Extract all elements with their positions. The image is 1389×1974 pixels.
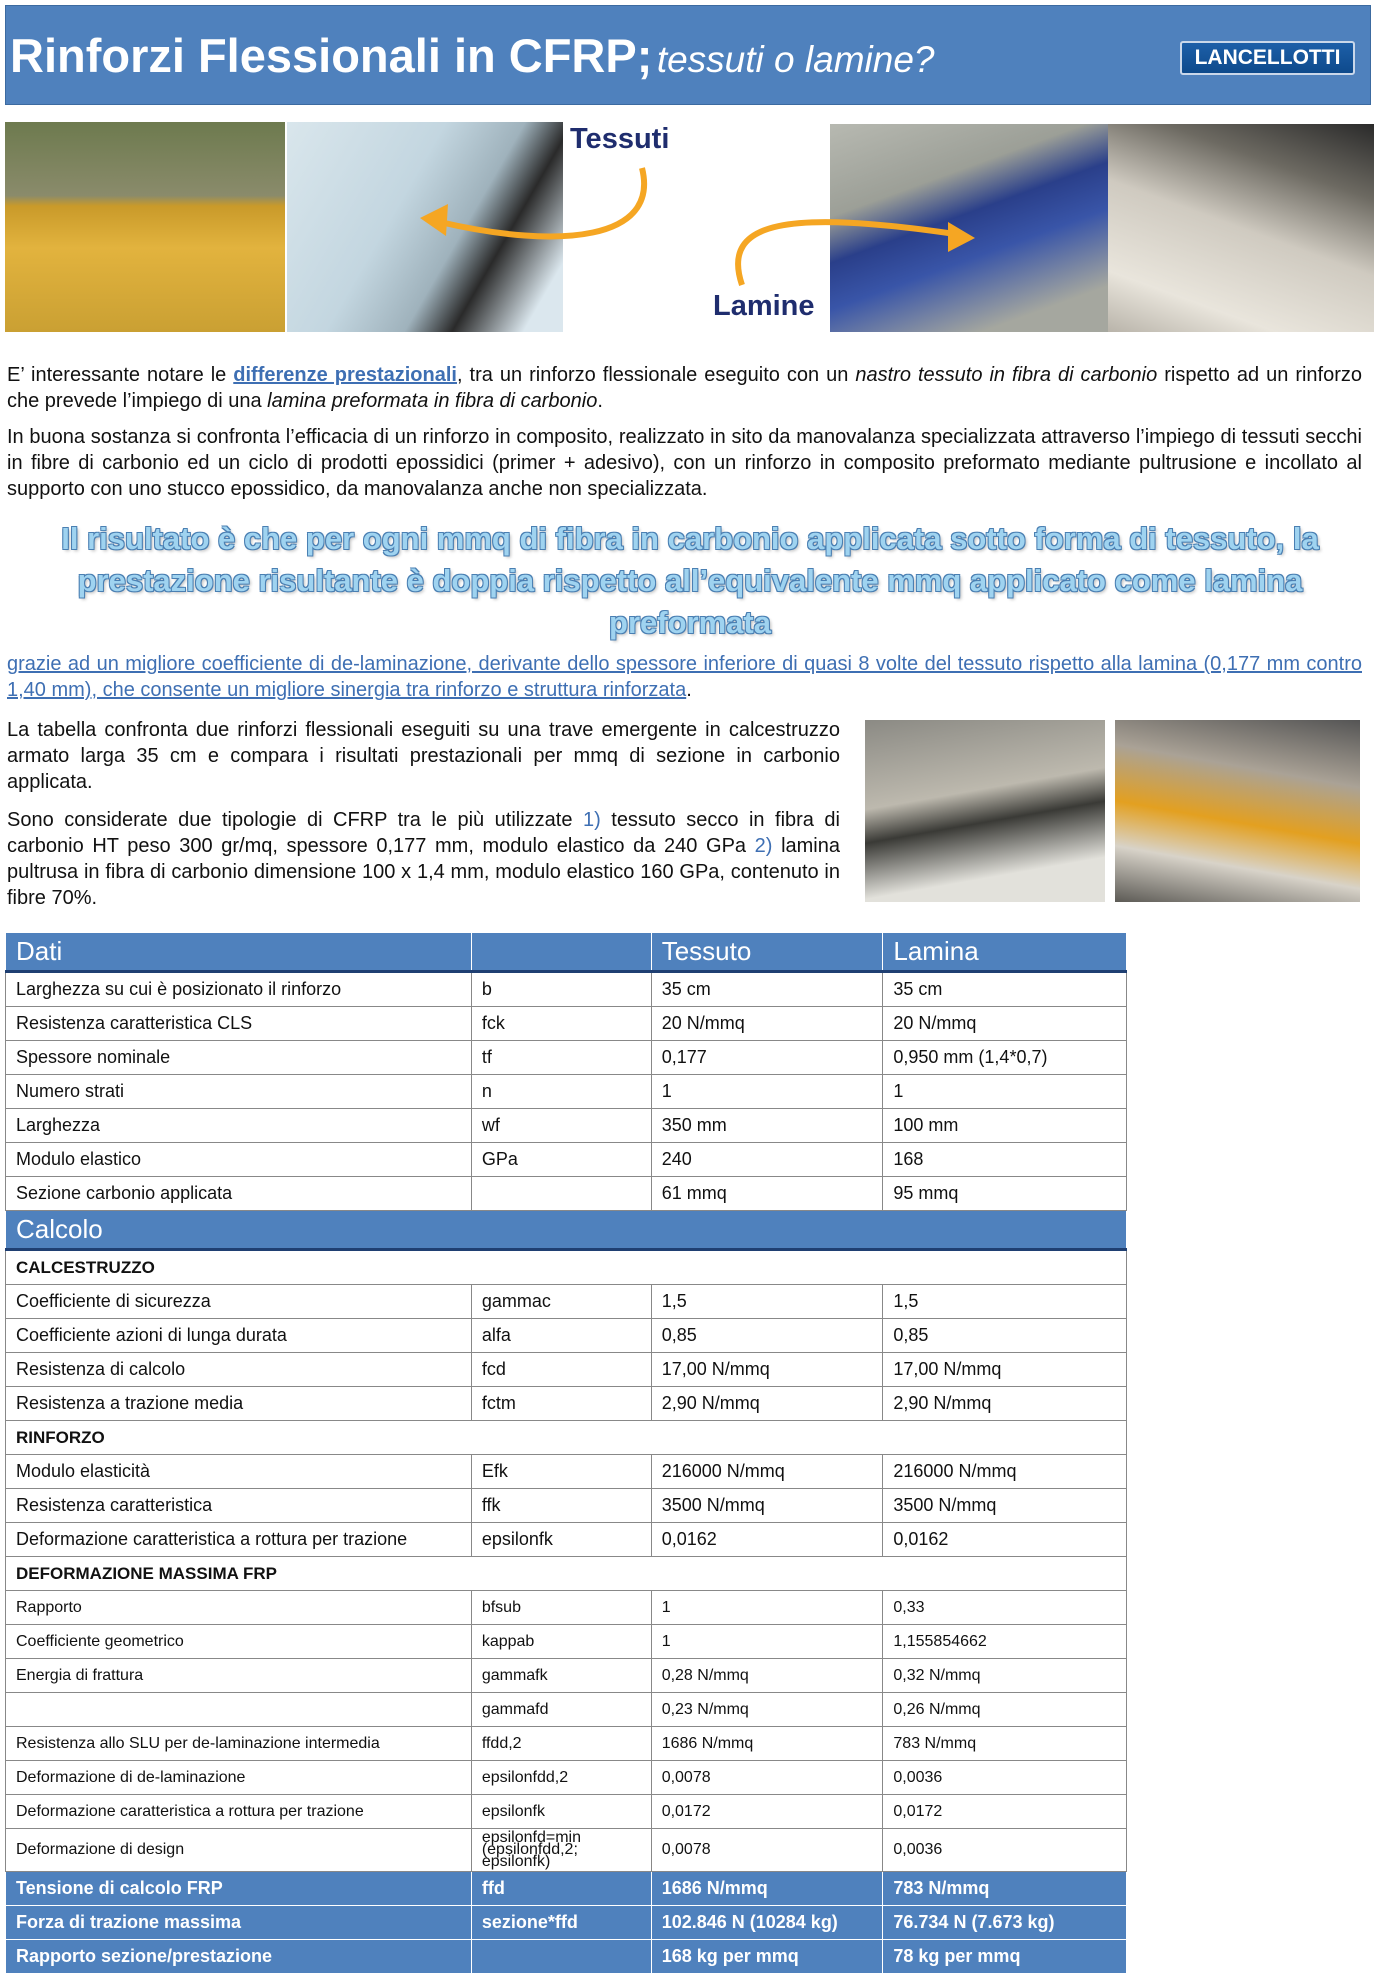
table-header-calcolo: Calcolo — [6, 1211, 1127, 1250]
table-cell: 35 cm — [651, 972, 883, 1007]
table-cell: gammac — [471, 1285, 651, 1319]
table-cell: Resistenza allo SLU per de-laminazione intermedia — [6, 1727, 472, 1761]
intro-paragraph-1: E’ interessante notare le differenze prestazionali, tra un rinforzo flessionale eseguito con un nastro tessuto in fibra di carbonio rispetto ad un rinforzo che prevede l’impiego di una lamina preformata in fibra di carbonio. — [7, 364, 1363, 412]
table-cell: GPa — [471, 1143, 651, 1177]
table-cell: Resistenza caratteristica CLS — [6, 1007, 472, 1041]
table-cell: 0,32 N/mmq — [883, 1659, 1127, 1693]
arrow-lamine — [738, 222, 955, 285]
table-cell: 0,0162 — [883, 1523, 1127, 1557]
title-sub: tessuti o lamine? — [656, 39, 935, 80]
table-cell: 3500 N/mmq — [651, 1489, 883, 1523]
table-cell: 100 mm — [883, 1109, 1127, 1143]
table-row — [6, 1007, 1127, 1041]
table-cell: Rapporto sezione/prestazione — [6, 1940, 472, 1974]
table-cell: 0,23 N/mmq — [651, 1693, 883, 1727]
table-row — [6, 1693, 1127, 1727]
table-cell: 102.846 N (10284 kg) — [651, 1906, 883, 1940]
table-cell: fcd — [471, 1353, 651, 1387]
table-cell: 35 cm — [883, 972, 1127, 1007]
table-cell: ffdd,2 — [471, 1727, 651, 1761]
description-paragraph-1: La tabella confronta due rinforzi flessionali eseguiti su una trave emergente in calcestruzzo armato larga 35 cm e compara i risultati prestazionali per mmq di sezione in carbonio applicata. — [7, 719, 840, 793]
table-cell: sezione*ffd — [471, 1906, 651, 1940]
description-text — [7, 717, 840, 917]
table-cell: Resistenza a trazione media — [6, 1387, 472, 1421]
table-row — [6, 1523, 1127, 1557]
table-cell: 1 — [651, 1075, 883, 1109]
table-cell: 216000 N/mmq — [651, 1455, 883, 1489]
callout-tessuti: Tessuti — [570, 123, 670, 155]
callout-arrows — [0, 0, 1389, 340]
arrow-tessuti — [440, 168, 644, 236]
table-cell: Deformazione caratteristica a rottura per trazione — [6, 1795, 472, 1829]
table-row — [6, 1489, 1127, 1523]
table-cell: 0,0162 — [651, 1523, 883, 1557]
table-cell: Forza di trazione massima — [6, 1906, 472, 1940]
table-row — [6, 1659, 1127, 1693]
table-cell: 350 mm — [651, 1109, 883, 1143]
table-header-dati: Dati Tessuto Lamina — [6, 933, 1127, 972]
table-cell: tf — [471, 1041, 651, 1075]
description-paragraph-2: Sono considerate due tipologie di CFRP tra le più utilizzate 1) tessuto secco in fibra di carbonio HT peso 300 gr/mq, spessore 0,177 mm, modulo elastico da 240 GPa 2) lamina pultrusa in fibra di carbonio dimensione 100 x 1,4 mm, modulo elastico 160 GPa, contenuto in fibre 70%. — [7, 809, 840, 909]
table-cell: 0,0172 — [651, 1795, 883, 1829]
table-cell: 2,90 N/mmq — [651, 1387, 883, 1421]
table-row — [6, 1109, 1127, 1143]
table-cell: 168 — [883, 1143, 1127, 1177]
table-cell: 20 N/mmq — [883, 1007, 1127, 1041]
table-cell: ffk — [471, 1489, 651, 1523]
table-cell: 1 — [883, 1075, 1127, 1109]
table-row — [6, 1353, 1127, 1387]
table-row — [6, 1177, 1127, 1211]
table-cell: 95 mmq — [883, 1177, 1127, 1211]
table-row — [6, 972, 1127, 1007]
table-cell — [471, 1177, 651, 1211]
table-row — [6, 1727, 1127, 1761]
table-cell: 17,00 N/mmq — [651, 1353, 883, 1387]
comparison-table — [5, 932, 1127, 1974]
table-cell: 17,00 N/mmq — [883, 1353, 1127, 1387]
table-cell: 3500 N/mmq — [883, 1489, 1127, 1523]
table-cell: 76.734 N (7.673 kg) — [883, 1906, 1127, 1940]
photo-beam-application — [1115, 720, 1360, 902]
table-cell: 0,177 — [651, 1041, 883, 1075]
table-cell: 1 — [651, 1625, 883, 1659]
table-row — [6, 1872, 1127, 1906]
table-row — [6, 1761, 1127, 1795]
table-cell: gammafd — [471, 1693, 651, 1727]
table-cell: 0,26 N/mmq — [883, 1693, 1127, 1727]
table-cell: 1686 N/mmq — [651, 1727, 883, 1761]
table-cell: n — [471, 1075, 651, 1109]
table-cell: 0,0078 — [651, 1761, 883, 1795]
table-row — [6, 1906, 1127, 1940]
table-cell: Modulo elasticità — [6, 1455, 472, 1489]
table-cell: Sezione carbonio applicata — [6, 1177, 472, 1211]
table-cell: 783 N/mmq — [883, 1872, 1127, 1906]
table-cell: alfa — [471, 1319, 651, 1353]
table-cell: 20 N/mmq — [651, 1007, 883, 1041]
section-deformazione: DEFORMAZIONE MASSIMA FRP — [6, 1557, 1127, 1591]
table-cell: wf — [471, 1109, 651, 1143]
table-cell: 1,5 — [883, 1285, 1127, 1319]
differences-link[interactable]: differenze prestazionali — [233, 364, 457, 386]
table-row — [6, 1625, 1127, 1659]
arrow-tessuti-head — [420, 204, 448, 236]
table-cell: 216000 N/mmq — [883, 1455, 1127, 1489]
arrow-lamine-head — [948, 222, 975, 252]
explain-link[interactable]: grazie ad un migliore coefficiente di de-laminazione, derivante dello spessore inferiore di quasi 8 volte del tessuto rispetto alla lamina (0,177 mm contro 1,40 mm), che consente un migliore sinergia tra rinforzo e struttura rinforzata — [7, 653, 1362, 701]
table-cell: 783 N/mmq — [883, 1727, 1127, 1761]
table-row — [6, 1591, 1127, 1625]
table-row — [6, 1319, 1127, 1353]
table-cell: 61 mmq — [651, 1177, 883, 1211]
title-main: Rinforzi Flessionali in CFRP; — [10, 29, 653, 82]
table-cell: Coefficiente azioni di lunga durata — [6, 1319, 472, 1353]
table-cell: Energia di frattura — [6, 1659, 472, 1693]
table-cell: Larghezza — [6, 1109, 472, 1143]
table-cell: epsilonfk — [471, 1523, 651, 1557]
table-cell: Efk — [471, 1455, 651, 1489]
table-cell: 78 kg per mmq — [883, 1940, 1127, 1974]
table-cell: 168 kg per mmq — [651, 1940, 883, 1974]
intro-text — [7, 362, 1362, 508]
table-cell: 0,0172 — [883, 1795, 1127, 1829]
table-row — [6, 1143, 1127, 1177]
brand-logo: LANCELLOTTI — [1180, 41, 1355, 75]
table-row — [6, 1387, 1127, 1421]
table-cell: b — [471, 972, 651, 1007]
table-cell — [6, 1693, 472, 1727]
table-cell: 0,28 N/mmq — [651, 1659, 883, 1693]
explain-text: grazie ad un migliore coefficiente di de-laminazione, derivante dello spessore inferiore di quasi 8 volte del tessuto rispetto alla lamina (0,177 mm contro 1,40 mm), che consente un migliore sinergia tra rinforzo e struttura rinforzata. — [7, 653, 1362, 701]
table-cell: 240 — [651, 1143, 883, 1177]
table-row — [6, 1455, 1127, 1489]
table-cell: 0,85 — [883, 1319, 1127, 1353]
table-cell: gammafk — [471, 1659, 651, 1693]
table-cell: fck — [471, 1007, 651, 1041]
table-cell: 2,90 N/mmq — [883, 1387, 1127, 1421]
table-cell: Tensione di calcolo FRP — [6, 1872, 472, 1906]
table-cell: 0,33 — [883, 1591, 1127, 1625]
table-cell: 0,950 mm (1,4*0,7) — [883, 1041, 1127, 1075]
table-cell: 1,5 — [651, 1285, 883, 1319]
intro-paragraph-2: In buona sostanza si confronta l’efficacia di un rinforzo in composito, realizzato in sito da manovalanza specializzata attraverso l’impiego di tessuti secchi in fibre di carbonio ed un ciclo di prodotti epossidici (primer + adesivo), con un rinforzo in composito preformato mediante pultrusione e incollato al supporto con uno stucco epossidico, da manovalanza anche non specializzata. — [7, 426, 1362, 500]
table-cell: 0,85 — [651, 1319, 883, 1353]
table-cell: kappab — [471, 1625, 651, 1659]
table-cell: Coefficiente geometrico — [6, 1625, 472, 1659]
section-calcestruzzo: CALCESTRUZZO — [6, 1250, 1127, 1285]
table-cell: Rapporto — [6, 1591, 472, 1625]
table-cell: 1 — [651, 1591, 883, 1625]
table-cell: 1,155854662 — [883, 1625, 1127, 1659]
table-cell: fctm — [471, 1387, 651, 1421]
section-rinforzo: RINFORZO — [6, 1421, 1127, 1455]
table-cell: Resistenza di calcolo — [6, 1353, 472, 1387]
photo-beam-before — [865, 720, 1105, 902]
result-headline: Il risultato è che per ogni mmq di fibra in carbonio applicata sotto forma di tessuto, la prestazione risultante è doppia rispetto all’equivalente mmq applicato come lamina preformata — [61, 521, 1319, 640]
table-cell: epsilonfk — [471, 1795, 651, 1829]
table-cell: epsilonfdd,2 — [471, 1761, 651, 1795]
table-row — [6, 1041, 1127, 1075]
table-cell: Resistenza caratteristica — [6, 1489, 472, 1523]
table-cell: Spessore nominale — [6, 1041, 472, 1075]
table-cell: 1686 N/mmq — [651, 1872, 883, 1906]
table-cell: 0,0036 — [883, 1761, 1127, 1795]
table-row — [6, 1795, 1127, 1829]
callout-lamine: Lamine — [713, 290, 815, 322]
table-cell: Modulo elastico — [6, 1143, 472, 1177]
table-cell: Deformazione caratteristica a rottura per trazione — [6, 1523, 472, 1557]
table-row — [6, 1285, 1127, 1319]
table-cell: Deformazione di de-laminazione — [6, 1761, 472, 1795]
table-cell: ffd — [471, 1872, 651, 1906]
table-cell: Larghezza su cui è posizionato il rinforzo — [6, 972, 472, 1007]
table-row — [6, 1075, 1127, 1109]
table-cell: bfsub — [471, 1591, 651, 1625]
table-cell: Coefficiente di sicurezza — [6, 1285, 472, 1319]
table-cell: Numero strati — [6, 1075, 472, 1109]
table-row-design: Deformazione di design epsilonfd=min (epsilonfdd,2; epsilonfk) 0,0078 0,0036 — [6, 1829, 1127, 1872]
